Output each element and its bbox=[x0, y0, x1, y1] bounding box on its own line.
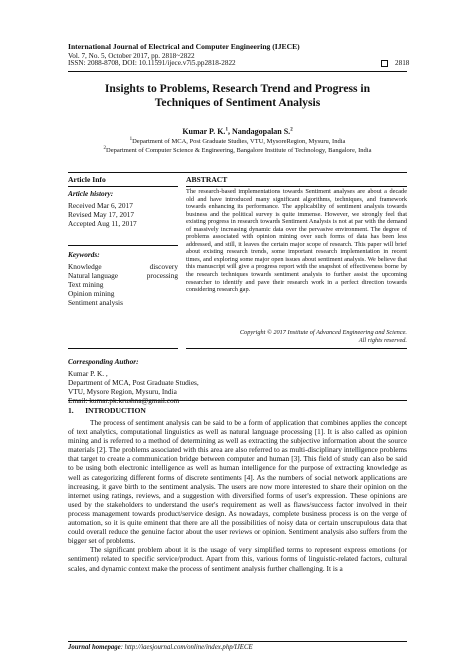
title-line-1: Insights to Problems, Research Trend and Progress in bbox=[104, 82, 371, 95]
affiliation-2-text: Department of Computer Science & Engineering, Bangalore Institute of Technology, Bangalore, India bbox=[106, 147, 372, 154]
author-2-sup: 2 bbox=[290, 127, 293, 133]
corresponding-divider bbox=[68, 400, 407, 401]
keyword-item: Opinion mining bbox=[68, 289, 115, 298]
affiliation-1-sup: 1 bbox=[129, 136, 133, 142]
author-2: Nandagopalan S. bbox=[231, 127, 291, 136]
abstract-bottom-divider bbox=[186, 348, 407, 349]
keyword-item: Sentiment analysis bbox=[68, 298, 123, 307]
copyright-notice bbox=[186, 329, 407, 344]
authors bbox=[68, 127, 407, 136]
abstract-divider bbox=[186, 186, 407, 187]
copyright-line-1: Copyright © 2017 Institute of Advanced Engineering and Science. bbox=[239, 329, 407, 336]
keyword-item-nlp bbox=[68, 271, 178, 280]
corresponding-heading: Corresponding Author: bbox=[68, 357, 139, 366]
title-line-2: Techniques of Sentiment Analysis bbox=[154, 96, 321, 109]
history-heading: Article history: bbox=[68, 189, 114, 198]
abstract-body: The research-based implementations towards Sentiment analyses are about a decade old and have introduced many significant algorithms, techniques, and framework towards enhancing its performance. The applicability of sentiment analysis towards business and the political survey is quite immense. However, we strongly feel that existing progress in research towards Sentiment Analysis is not at par with the demand of massively increasing dynamic data over the pervasive environment. The degree of problems associated with opinion mining over such forms of data has been less addressed, and still, it leaves the certain major scope of research. This paper will brief about existing research trends, some important research implementation in recent times, and exploring some major open issues about sentiment analysis. We believe that this manuscript will give a progress report with the snapshot of effectiveness borne by the research techniques towards sentiment analysis to further assist the upcoming researcher to identify and pave their research work in a perfect direction towards considering research gap. bbox=[186, 188, 407, 294]
affiliation-2 bbox=[68, 147, 407, 155]
keyword-item: Knowledge discovery bbox=[68, 262, 178, 271]
article-info-divider bbox=[68, 186, 178, 187]
section-divider bbox=[68, 172, 407, 173]
journal-header bbox=[68, 42, 408, 60]
footer-url[interactable]: : http://iaesjournal.com/online/index.php/IJECE bbox=[120, 644, 253, 651]
affiliation-2-sup: 2 bbox=[103, 145, 107, 151]
page-number: 2818 bbox=[395, 59, 410, 67]
received-date: Received Mar 6, 2017 bbox=[68, 201, 133, 210]
affiliation-1-text: Department of MCA, Post Graduate Studies, VTU, MysoreRegion, Mysuru, India bbox=[132, 138, 346, 145]
footer-label: Journal homepage bbox=[68, 644, 121, 651]
accepted-date: Accepted Aug 11, 2017 bbox=[68, 219, 137, 228]
keywords-block bbox=[68, 250, 178, 307]
author-separator: , bbox=[227, 127, 232, 136]
keyword-item: Natural language bbox=[68, 271, 119, 280]
introduction-heading: 1. INTRODUCTION bbox=[68, 406, 146, 415]
introduction-body bbox=[68, 418, 407, 573]
article-history bbox=[68, 189, 178, 228]
page-marker-icon bbox=[381, 60, 388, 67]
introduction-paragraph-1: The process of sentiment analysis can be said to be a form of application that combines applies the concept of text analytics, computational linguistics as well as natural language processing [1]. It is also called as opinion mining and is referred to a method of determining as well as extracting the subjective information about the source materials [2]. The problems associated with this area are also referred to as multi-disciplinary intelligence problems that target to create a communication bridge between computer and human [3]. This field of study can also be said to be using both electronic intelligence as well as human intelligence for the purpose of extracting knowledge as well as categorizing different forms of discrete sentiments [4]. As the numbers of social network applications are increasing, it gave birth to the sentiment analysis. The users are now more interested to share their opinion on the internet using ratings, reviews, and a suggestion with diversified forms of user's expression. These opinions are used by the stakeholders to understand the user's requirement as well as flaws/success factor involved in their process management towards product/service design. As nowadays, complete business process is on the verge of automation, so it is quite eminent that there are all the possibilities of noisy data or certain unscrupulous data that could overall reduce the genuine factor about the user reviews or opinion. Sentiment analysis also suffers from the bigger set of problems. bbox=[68, 418, 407, 546]
copyright-line-2: All rights reserved. bbox=[358, 336, 407, 344]
article-info-heading: Article Info bbox=[68, 175, 106, 184]
journal-volume: Vol. 7, No. 5, October 2017, pp. 2818~2822 bbox=[68, 51, 195, 60]
author-1-sup: 1 bbox=[225, 127, 228, 133]
corresponding-name: Kumar P. K. , bbox=[68, 369, 108, 378]
footer-divider bbox=[68, 641, 407, 642]
footer bbox=[68, 644, 253, 651]
left-bottom-divider bbox=[68, 348, 178, 349]
keyword-item: Text mining bbox=[68, 280, 104, 289]
header-divider bbox=[68, 71, 407, 72]
keywords-heading: Keywords: bbox=[68, 250, 100, 259]
keywords-divider bbox=[68, 245, 178, 246]
keyword-item: processing bbox=[146, 271, 178, 280]
article-info-heading-block bbox=[68, 175, 178, 184]
revised-date: Revised May 17, 2017 bbox=[68, 210, 135, 219]
author-1: Kumar P. K. bbox=[182, 127, 226, 136]
corresponding-dept: Department of MCA, Post Graduate Studies, bbox=[68, 378, 199, 387]
corresponding-location: VTU, Mysore Region, Mysuru, India bbox=[68, 387, 177, 396]
journal-issn: ISSN: 2088-8708, DOI: 10.11591/ijece.v7i5.pp2818-2822 bbox=[68, 59, 236, 67]
journal-name: International Journal of Electrical and Computer Engineering (IJECE) bbox=[68, 42, 300, 51]
corresponding-author bbox=[68, 357, 268, 405]
abstract-heading: ABSTRACT bbox=[186, 175, 228, 184]
introduction-paragraph-2: The significant problem about it is the usage of very simplified terms to represent express emotions (or sentiment) related to specific service/product. Apart from this, various forms of linguistic-related factors, cultural scales, and dynamic context make the process of sentiment analysis further challenging. It is a bbox=[68, 545, 407, 573]
affiliation-1 bbox=[68, 138, 407, 146]
paper-title bbox=[68, 82, 407, 110]
